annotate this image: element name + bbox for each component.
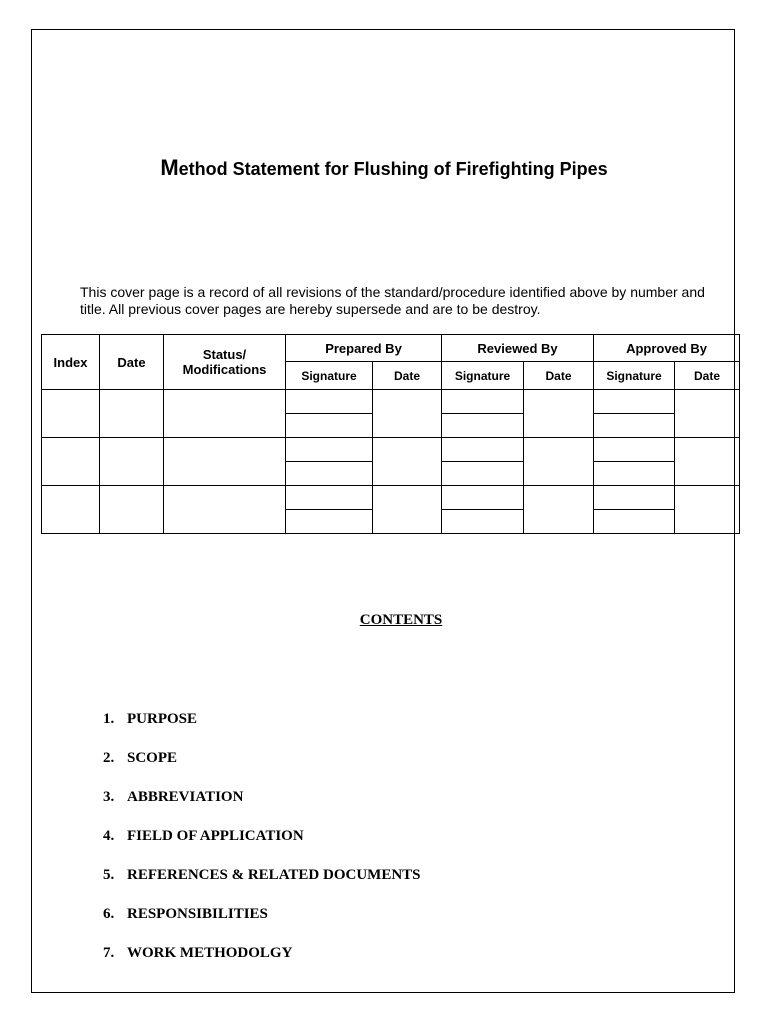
- cell-index: [42, 486, 100, 534]
- header-date: Date: [100, 335, 164, 390]
- cell-prepared-signature: [286, 462, 373, 486]
- cell-prepared-signature: [286, 390, 373, 414]
- header-reviewed-signature: Signature: [442, 362, 524, 390]
- revision-row: [42, 486, 740, 510]
- cell-approved-signature: [594, 510, 675, 534]
- cell-reviewed-date: [524, 486, 594, 534]
- contents-item: [103, 749, 421, 788]
- cell-prepared-signature: [286, 438, 373, 462]
- cell-reviewed-signature: [442, 510, 524, 534]
- cell-index: [42, 390, 100, 438]
- contents-item: [103, 788, 421, 827]
- contents-item: [103, 866, 421, 905]
- header-prepared-by: Prepared By: [286, 335, 442, 362]
- cell-date: [100, 486, 164, 534]
- header-reviewed-date: Date: [524, 362, 594, 390]
- cell-date: [100, 438, 164, 486]
- cell-approved-signature: [594, 462, 675, 486]
- cell-index: [42, 438, 100, 486]
- contents-item: [103, 827, 421, 866]
- document-title: [0, 155, 768, 181]
- header-status: Status/ Modifications: [164, 335, 286, 390]
- contents-item-label: WORK METHODOLGY: [127, 945, 293, 961]
- cell-approved-date: [675, 438, 740, 486]
- contents-heading: CONTENTS: [359, 612, 443, 628]
- contents-item-number: 2.: [103, 750, 115, 766]
- cell-approved-signature: [594, 438, 675, 462]
- contents-item-label: PURPOSE: [127, 711, 198, 727]
- cell-approved-signature: [594, 414, 675, 438]
- cell-prepared-signature: [286, 510, 373, 534]
- title-rest: ethod Statement for Flushing of Firefighting Pipes: [178, 159, 608, 179]
- contents-item-number: 3.: [103, 789, 115, 805]
- header-prepared-signature: Signature: [286, 362, 373, 390]
- cell-approved-signature: [594, 486, 675, 510]
- cell-prepared-date: [373, 390, 442, 438]
- cell-reviewed-signature: [442, 390, 524, 414]
- contents-item-number: 1.: [103, 711, 115, 727]
- cell-prepared-signature: [286, 486, 373, 510]
- cell-approved-date: [675, 390, 740, 438]
- revision-row: [42, 390, 740, 414]
- cell-status: [164, 438, 286, 486]
- contents-item-label: ABBREVIATION: [127, 789, 244, 805]
- cell-reviewed-date: [524, 438, 594, 486]
- revision-table: [41, 334, 740, 534]
- cell-reviewed-signature: [442, 486, 524, 510]
- contents-item-label: RESPONSIBILITIES: [127, 906, 268, 922]
- cell-reviewed-signature: [442, 438, 524, 462]
- cell-reviewed-signature: [442, 462, 524, 486]
- contents-item-label: SCOPE: [127, 750, 178, 766]
- header-approved-signature: Signature: [594, 362, 675, 390]
- cell-reviewed-signature: [442, 414, 524, 438]
- cell-status: [164, 390, 286, 438]
- revision-row: [42, 438, 740, 462]
- cell-date: [100, 390, 164, 438]
- cell-reviewed-date: [524, 390, 594, 438]
- intro-paragraph: This cover page is a record of all revisions of the standard/procedure identified above by number and title. All previous cover pages are hereby supersede and are to be destroy.: [80, 284, 705, 317]
- cell-approved-date: [675, 486, 740, 534]
- cell-prepared-date: [373, 486, 442, 534]
- contents-item-label: REFERENCES & RELATED DOCUMENTS: [127, 867, 421, 883]
- header-reviewed-by: Reviewed By: [442, 335, 594, 362]
- contents-item: [103, 905, 421, 944]
- contents-item-label: FIELD OF APPLICATION: [127, 828, 304, 844]
- title-first-letter: M: [160, 155, 179, 180]
- contents-item-number: 4.: [103, 828, 115, 844]
- header-index: Index: [42, 335, 100, 390]
- cell-prepared-signature: [286, 414, 373, 438]
- contents-item-number: 5.: [103, 867, 115, 883]
- contents-list: [103, 710, 421, 983]
- header-approved-by: Approved By: [594, 335, 740, 362]
- cell-prepared-date: [373, 438, 442, 486]
- cell-approved-signature: [594, 390, 675, 414]
- contents-item-number: 6.: [103, 906, 115, 922]
- header-approved-date: Date: [675, 362, 740, 390]
- cell-status: [164, 486, 286, 534]
- contents-item-number: 7.: [103, 945, 115, 961]
- header-prepared-date: Date: [373, 362, 442, 390]
- contents-item: [103, 944, 421, 983]
- contents-item: [103, 710, 421, 749]
